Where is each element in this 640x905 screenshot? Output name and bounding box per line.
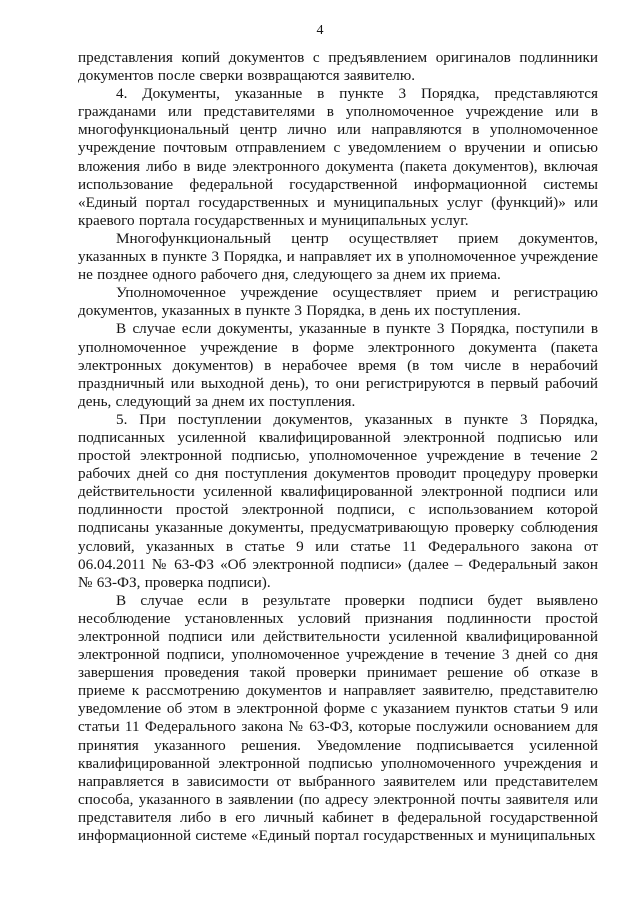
paragraph-mfc-reception: Многофункциональный центр осуществляет прием документов, указанных в пункте 3 Порядка, и направляет их в уполномоченное учреждение не позднее одного рабочего дня, следующего за днем их приема. bbox=[78, 229, 598, 284]
document-body bbox=[78, 49, 598, 845]
paragraph-item-4: 4. Документы, указанные в пункте 3 Порядка, представляются гражданами или представителями в уполномоченное учреждение или в многофункциональный центр лично или направляются в уполномоченное учреждение почтовым отправлением с уведомлением о вручении и описью вложения либо в виде электронного документа (пакета документов), включая использование федеральной государственной информационной системы «Единый портал государственных и муниципальных услуг (функций)» или краевого портала государственных и муниципальных услуг. bbox=[78, 85, 598, 229]
page-number: 4 bbox=[316, 23, 324, 38]
paragraph-item-5: 5. При поступлении документов, указанных в пункте 3 Порядка, подписанных усиленной квалифицированной электронной подписью или простой электронной подписью, уполномоченное учреждение в течение 2 рабочих дней со дня поступления документов проводит процедуру проверки действительности усиленной квалифицированной электронной подписи или подлинности простой электронной подписи, с использованием которой подписаны указанные документы, предусматривающую проверку соблюдения условий, указанных в статье 9 или статье 11 Федерального закона от 06.04.2011 № 63-ФЗ «Об электронной подписи» (далее – Федеральный закон № 63-ФЗ, проверка подписи). bbox=[78, 410, 598, 591]
paragraph-signature-check-failure: В случае если в результате проверки подписи будет выявлено несоблюдение установленных условий признания подлинности простой электронной подписи или действительности усиленной квалифицированной электронной подписи, уполномоченное учреждение в течение 3 дней со дня завершения проведения такой проверки принимает решение об отказе в приеме к рассмотрению документов и направляет заявителю, представителю уведомление об этом в электронной форме с указанием пунктов статьи 9 или статьи 11 Федерального закона № 63-ФЗ, которые послужили основанием для принятия указанного решения. Уведомление подписывается усиленной квалифицированной электронной подписью уполномоченного учреждения и направляется в зависимости от выбранного заявителем или представителем способа, указанного в заявлении (по адресу электронной почты заявителя или представителя либо в его личный кабинет в федеральной государственной информационной системе «Единый портал государственных и муниципальных bbox=[78, 591, 598, 845]
paragraph-continuation: представления копий документов с предъявлением оригиналов подлинники документов после сверки возвращаются заявителю. bbox=[78, 49, 598, 85]
paragraph-nonworking-time: В случае если документы, указанные в пункте 3 Порядка, поступили в уполномоченное учреждение в форме электронного документа (пакета электронных документов) в нерабочее время (в том числе в нерабочий праздничный или выходной день), то они регистрируются в первый рабочий день, следующий за днем их поступления. bbox=[78, 320, 598, 410]
paragraph-registration: Уполномоченное учреждение осуществляет прием и регистрацию документов, указанных в пункте 3 Порядка, в день их поступления. bbox=[78, 284, 598, 320]
